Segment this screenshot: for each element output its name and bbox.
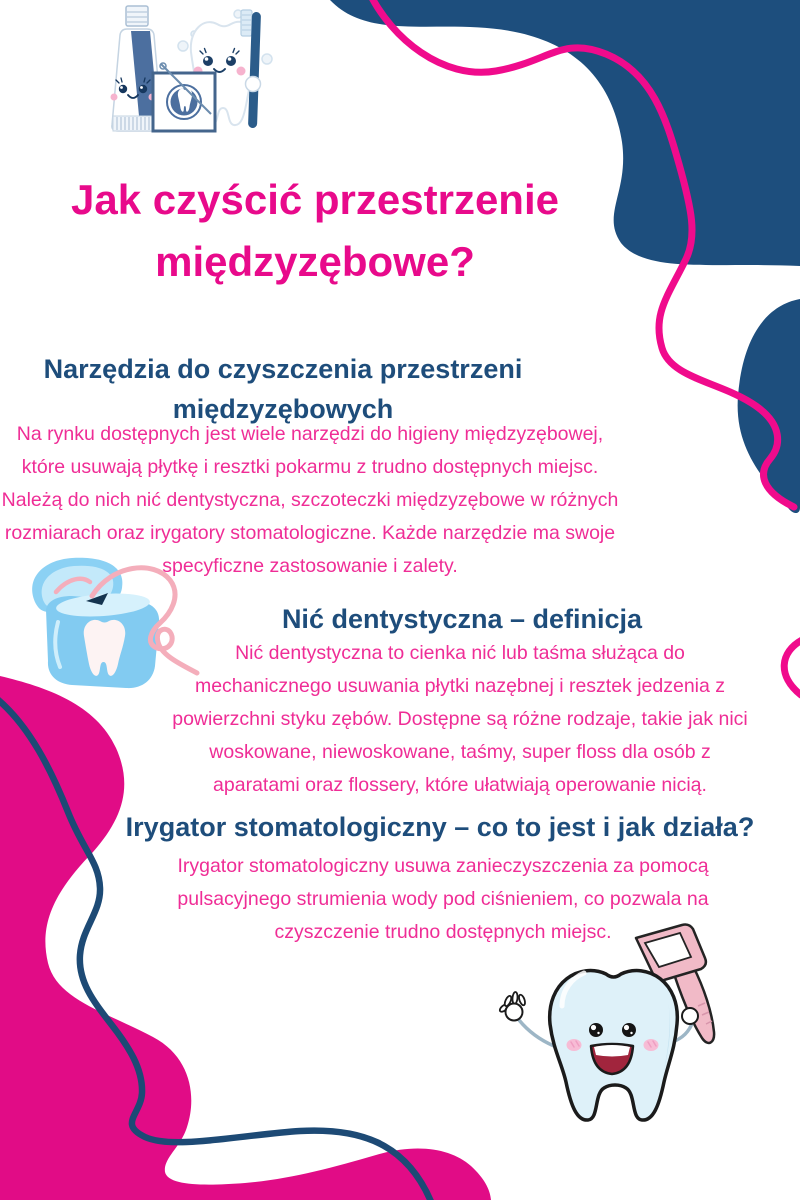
pink-squiggle-fragment-right-edge bbox=[784, 640, 800, 695]
section-heading-tools: Narzędzia do czyszczenia przestrzeni międzyzębowych bbox=[43, 354, 523, 425]
section-heading-irrigator: Irygator stomatologiczny – co to jest i jak działa? bbox=[125, 812, 755, 843]
grip-glove-icon bbox=[682, 1008, 698, 1024]
section-body-floss-definition: Nić dentystyczna to cienka nić lub taśma służąca do mechanicznego usuwania płytki nazębnej i resztek jedzenia z powierzchni styku zębów. Dostępne są różne rodzaje, takie jak nici woskowane, niewoskowane, taśmy, super floss dla osób z aparatami oraz flossery, które ułatwiają operowanie nicią. bbox=[172, 641, 748, 796]
waving-glove-icon bbox=[499, 992, 554, 1046]
section-body-irrigator: Irygator stomatologiczny usuwa zanieczyszczenia za pomocą pulsacyjnego strumienia wody pod ciśnieniem, co pozwala na czyszczenie trudno dostępnych miejsc. bbox=[177, 854, 709, 943]
tooth-with-floss-pick-illustration bbox=[488, 916, 738, 1151]
navy-blob-tail-right bbox=[738, 299, 800, 513]
toothpaste-tooth-hero-illustration bbox=[95, 4, 285, 134]
section-body-tools: Na rynku dostępnych jest wiele narzędzi do higieny międzyzębowej, które usuwają płytkę i resztki pokarmu z trudno dostępnych miejsc. Należą do nich nić dentystyczna, szczoteczki międzyzębowe w różnych rozmiarach oraz irygatory stomatologiczne. Każde narzędzie ma swoje specyficzne zastosowanie i zalety. bbox=[1, 422, 619, 577]
section-heading-floss-definition: Nić dentystyczna – definicja bbox=[281, 604, 643, 635]
page-title: Jak czyścić przestrzenie międzyzębowe? bbox=[71, 176, 559, 286]
floss-box-icon bbox=[153, 63, 215, 131]
